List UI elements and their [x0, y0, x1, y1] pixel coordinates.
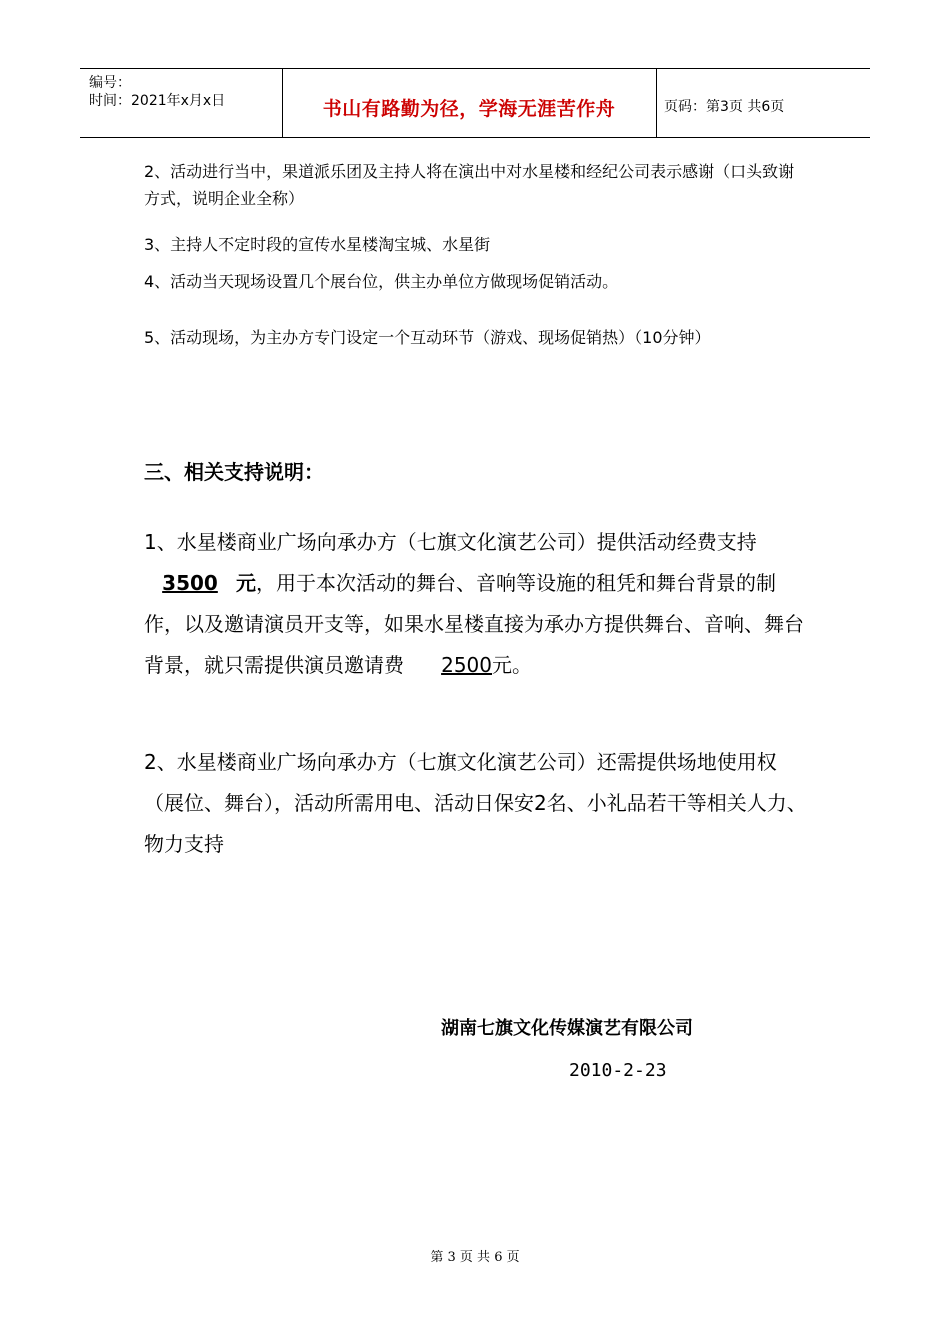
performer-fee-amount: 2500: [441, 653, 492, 677]
list-item-2: 2、活动进行当中，果道派乐团及主持人将在演出中对水星楼和经纪公司表示感谢（口头致谢方式，说明企业全称）: [144, 162, 795, 208]
support-amount-unit: 元: [236, 571, 256, 595]
header-motto-cell: [282, 69, 657, 137]
header-meta: [80, 69, 283, 137]
header-page-code: 页码：第3页 共6页: [664, 99, 785, 115]
support-paragraph-2: 2、水星楼商业广场向承办方（七旗文化演艺公司）还需提供场地使用权（展位、舞台），活动所需用电、活动日保安2名、小礼品若干等相关人力、物力支持: [144, 750, 807, 856]
support-p1-text-a: 1、水星楼商业广场向承办方（七旗文化演艺公司）提供活动经费支持: [144, 530, 757, 554]
support-amount: 3500: [162, 571, 218, 595]
support-p1-end: 元。: [492, 653, 532, 677]
list-item-5: 5、活动现场，为主办方专门设定一个互动环节（游戏、现场促销热）（10分钟）: [144, 328, 711, 347]
support-paragraph-1: [144, 522, 814, 686]
header-motto: 书山有路勤为径，学海无涯苦作舟: [322, 98, 616, 120]
time-label: 时间：2021年x月x日: [89, 93, 226, 109]
signature-company: 湖南七旗文化传媒演艺有限公司: [441, 1018, 693, 1039]
list-item-4: 4、活动当天现场设置几个展台位，供主办单位方做现场促销活动。: [144, 272, 619, 291]
page-header: [80, 68, 870, 138]
list-item-3: 3、主持人不定时段的宣传水星楼淘宝城、水星街: [144, 235, 491, 254]
page-footer: 第 3 页 共 6 页: [430, 1250, 520, 1265]
signature-date: 2010-2-23: [569, 1060, 667, 1081]
header-page-cell: [656, 69, 870, 137]
section-title: 三、相关支持说明：: [144, 460, 324, 484]
support-p1-text-b: ，用于本次活动的舞台、音响等设施的租凭和舞台背景的制作，以及邀请演员开支等，如果水星楼直接为承办方提供舞台、音响、舞台背景，就只需提供演员邀请费: [144, 571, 804, 677]
number-label: 编号：: [89, 75, 131, 91]
